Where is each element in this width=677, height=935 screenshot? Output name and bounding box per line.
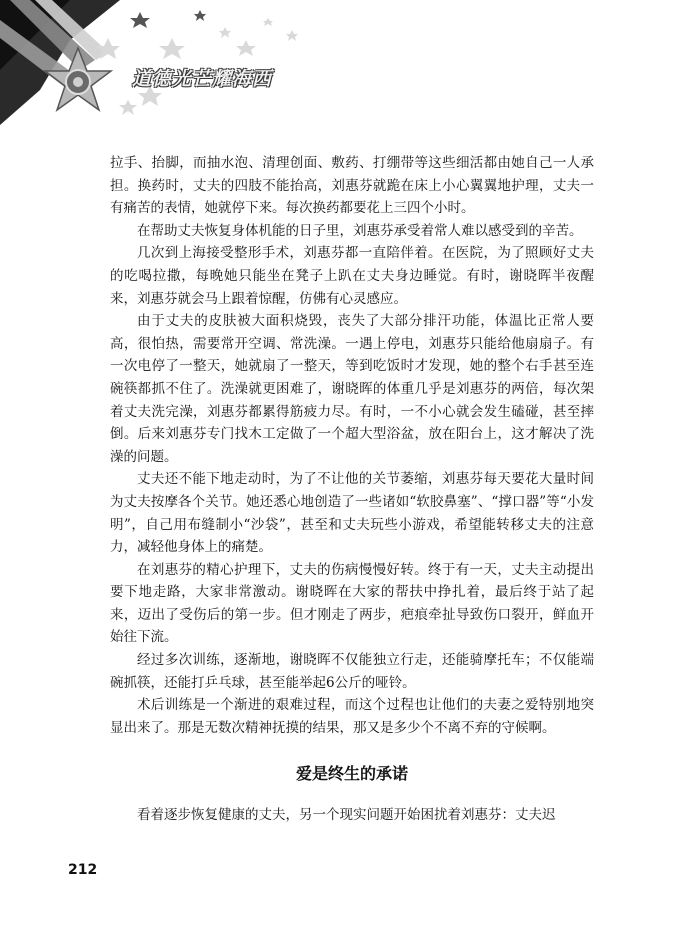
- paragraph: 经过多次训练，逐渐地，谢晓晖不仅能独立行走，还能骑摩托车；不仅能端碗抓筷，还能打乒乓球，甚至能举起6公斤的哑铃。: [110, 652, 594, 691]
- paragraph: 丈夫还不能下地走动时，为了不让他的关节萎缩，刘惠芬每天要花大量时间为丈夫按摩各个关节。她还悉心地创造了一些诸如“软胶鼻塞”、“撑口器”等“小发明”，自己用布缝制小“沙袋”，甚至和丈夫玩些小游戏，希望能转移丈夫的注意力，减轻他身体上的痛楚。: [110, 471, 594, 556]
- article-body: [110, 152, 594, 827]
- star-icon: [219, 27, 231, 38]
- page-number: 212: [68, 862, 98, 878]
- section-title: 爱是终生的承诺: [295, 764, 408, 784]
- paragraph: 拉手、抬脚，而抽水泡、清理创面、敷药、打绷带等这些细活都由她自己一人承担。换药时，丈夫的四肢不能抬高，刘惠芬就跪在床上小心翼翼地护理，丈夫一有痛苦的表情，她就停下来。每次换药都要花上三四个小时。: [110, 155, 594, 217]
- star-icon: [119, 100, 137, 115]
- star-icon: [286, 30, 298, 41]
- star-icon: [130, 12, 150, 28]
- paragraph: 在帮助丈夫恢复身体机能的日子里，刘惠芬承受着常人难以感受到的辛苦。: [137, 222, 583, 239]
- paragraph: 在刘惠芬的精心护理下，丈夫的伤病慢慢好转。终于有一天，丈夫主动提出要下地走路，大家非常激动。谢晓晖在大家的帮扶中挣扎着，最后终于站了起来，迈出了受伤后的第一步。但才刚走了两步，疤痕牵扯导致伤口裂开，鲜血开始往下流。: [110, 561, 594, 646]
- page-header: [0, 0, 677, 125]
- star-icon: [263, 18, 273, 26]
- medal-icon: [0, 0, 320, 125]
- paragraph: 由于丈夫的皮肤被大面积烧毁，丧失了大部分排汗功能，体温比正常人要高，很怕热，需要常开空调、常洗澡。一遇上停电，刘惠芬只能给他扇扇子。有一次电停了一整天，她就扇了一整天，等到吃饭时才发现，她的整个右手甚至连碗筷都抓不住了。洗澡就更困难了，谢晓晖的体重几乎是刘惠芬的两倍，每次架着丈夫洗完澡，刘惠芬都累得筋疲力尽。有时，一不小心就会发生磕碰，甚至摔倒。后来刘惠芬专门找木工定做了一个超大型浴盆，放在阳台上，这才解决了洗澡的问题。: [110, 313, 594, 465]
- star-icon: [194, 10, 206, 21]
- paragraph: 几次到上海接受整形手术，刘惠芬都一直陪伴着。在医院，为了照顾好丈夫的吃喝拉撒，每晚她只能坐在凳子上趴在丈夫身边睡觉。有时，谢晓晖半夜醒来，刘惠芬就会马上跟着惊醒，仿佛有心灵感应。: [110, 245, 594, 307]
- banner-title: 道德光芒耀海西: [132, 68, 273, 90]
- star-icon: [159, 38, 185, 59]
- paragraph: 术后训练是一个渐进的艰难过程，而这个过程也让他们的夫妻之爱特别地突显出来了。那是无数次精神抚摸的结果，那又是多少个不离不弃的守候啊。: [110, 697, 594, 736]
- paragraph: 看着逐步恢复健康的丈夫，另一个现实问题开始困扰着刘惠芬：丈夫迟: [137, 807, 556, 824]
- star-icon: [236, 40, 256, 56]
